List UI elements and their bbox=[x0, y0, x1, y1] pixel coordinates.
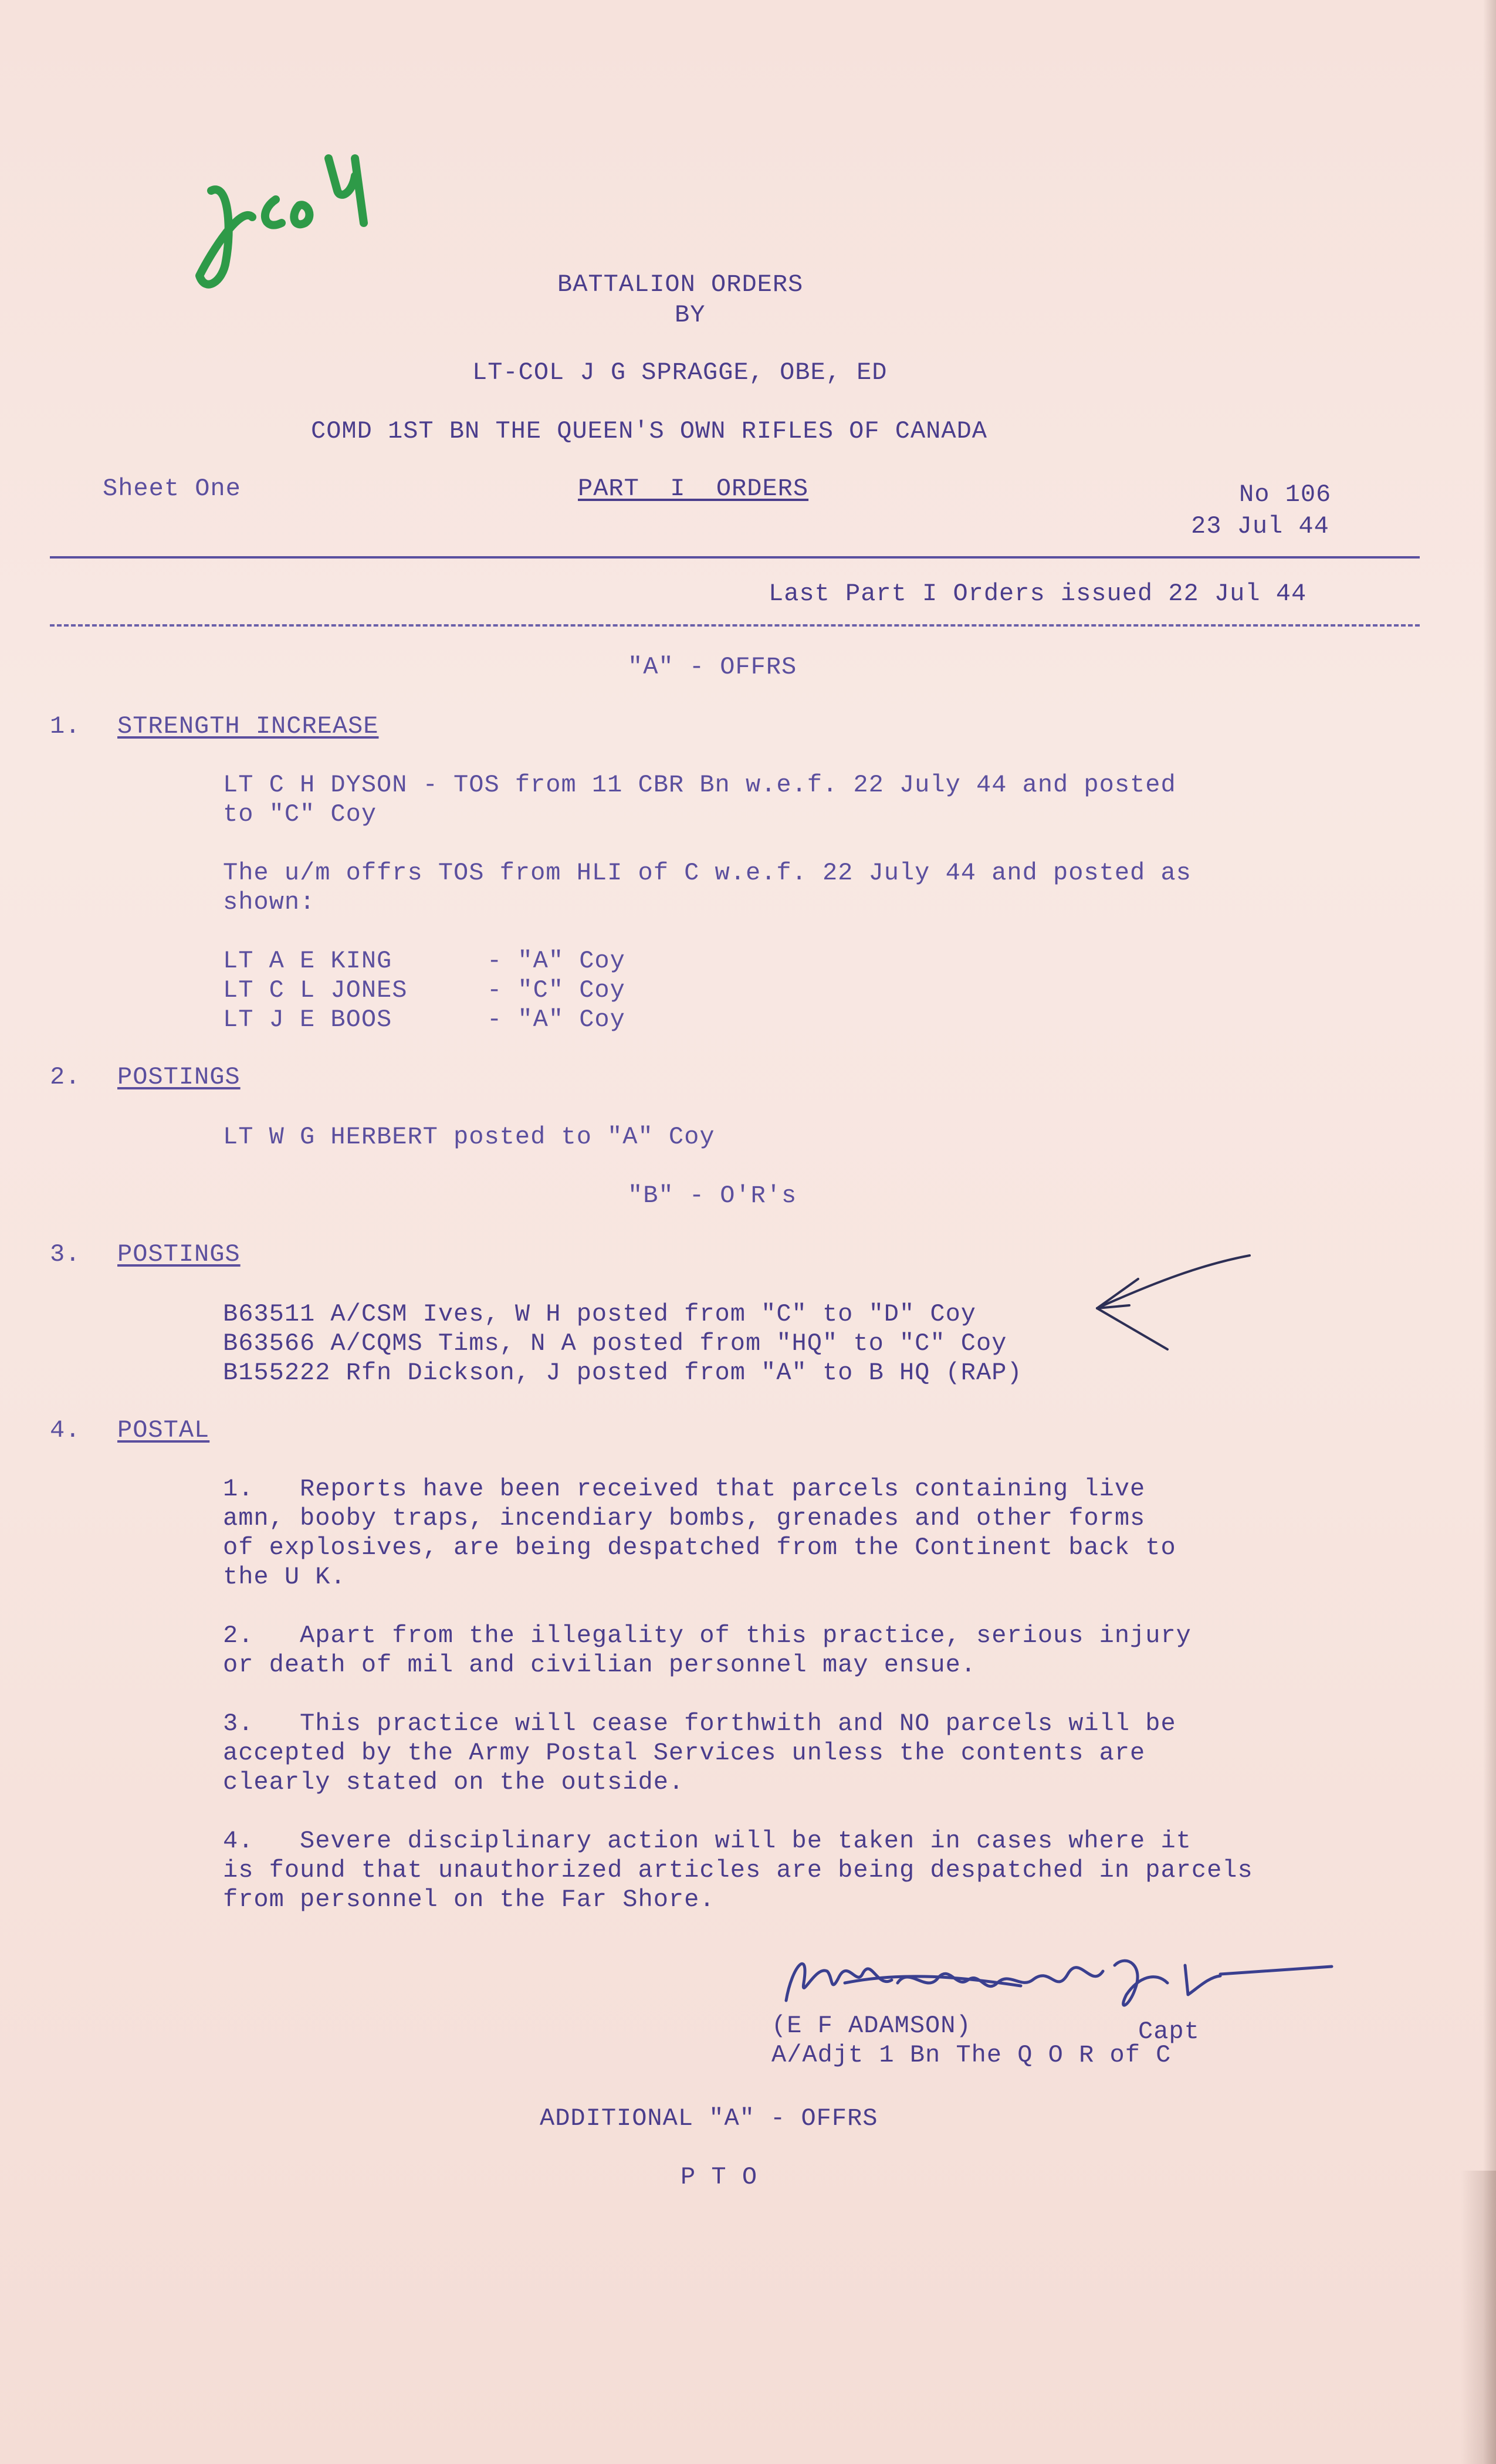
page-edge-wear bbox=[1461, 2171, 1496, 2464]
last-issued: Last Part I Orders issued 22 Jul 44 bbox=[769, 580, 1307, 608]
additional-heading: ADDITIONAL "A" - OFFRS bbox=[540, 2104, 878, 2133]
item-number: 1. bbox=[50, 712, 81, 740]
order-date: 23 Jul 44 bbox=[1191, 512, 1329, 540]
postal-para-line: is found that unauthorized articles are being despatched in parcels bbox=[223, 1856, 1253, 1884]
commander-line: LT-COL J G SPRAGGE, OBE, ED bbox=[472, 358, 888, 387]
item-text-line: LT W G HERBERT posted to "A" Coy bbox=[223, 1123, 715, 1151]
signatory-rank: Capt bbox=[1138, 2018, 1200, 2046]
item-number: 4. bbox=[50, 1416, 81, 1444]
header-rule bbox=[50, 556, 1420, 559]
item-title: STRENGTH INCREASE bbox=[117, 712, 379, 740]
item-title: POSTINGS bbox=[117, 1240, 241, 1268]
page-edge-shadow bbox=[1483, 0, 1496, 2464]
postal-para-line: of explosives, are being despatched from the Continent back to bbox=[223, 1534, 1176, 1562]
officer-name: LT C L JONES bbox=[223, 976, 408, 1004]
postal-para-line: amn, booby traps, incendiary bombs, grenades and other forms bbox=[223, 1504, 1146, 1532]
header-rule-2 bbox=[50, 624, 1420, 627]
postal-para-line: 3. This practice will cease forthwith and NO parcels will be bbox=[223, 1710, 1176, 1738]
item-title: POSTAL bbox=[117, 1416, 210, 1444]
handwritten-arrow-icon bbox=[1085, 1250, 1261, 1355]
item-text-line: shown: bbox=[223, 888, 316, 916]
signatory-role: A/Adjt 1 Bn The Q O R of C bbox=[771, 2041, 1172, 2069]
part-label: PART I ORDERS bbox=[578, 475, 809, 503]
section-heading-b: "B" - O'R's bbox=[628, 1182, 797, 1210]
posting-line: B63566 A/CQMS Tims, N A posted from "HQ" to "C" Coy bbox=[223, 1329, 1007, 1358]
postal-para-line: 1. Reports have been received that parcels containing live bbox=[223, 1475, 1146, 1503]
postal-para-line: accepted by the Army Postal Services unless the contents are bbox=[223, 1739, 1146, 1767]
posting-line: B63511 A/CSM Ives, W H posted from "C" to "D" Coy bbox=[223, 1300, 977, 1328]
order-by: BY bbox=[675, 301, 706, 329]
officer-name: LT J E BOOS bbox=[223, 1006, 392, 1034]
posting-line: B155222 Rfn Dickson, J posted from "A" to B HQ (RAP) bbox=[223, 1359, 1023, 1387]
officer-name: LT A E KING bbox=[223, 947, 392, 975]
sheet-label: Sheet One bbox=[103, 475, 241, 503]
officer-coy: - "A" Coy bbox=[487, 947, 625, 975]
signatory-name: (E F ADAMSON) bbox=[771, 2012, 972, 2040]
item-number: 2. bbox=[50, 1063, 81, 1091]
officer-coy: - "C" Coy bbox=[487, 976, 625, 1004]
postal-para-line: clearly stated on the outside. bbox=[223, 1768, 685, 1796]
item-text-line: The u/m offrs TOS from HLI of C w.e.f. 22 July 44 and posted as bbox=[223, 859, 1192, 887]
handwritten-note bbox=[188, 135, 458, 323]
postal-para-line: 4. Severe disciplinary action will be taken in cases where it bbox=[223, 1827, 1192, 1855]
command-line: COMD 1ST BN THE QUEEN'S OWN RIFLES OF CANADA bbox=[311, 417, 987, 445]
item-number: 3. bbox=[50, 1240, 81, 1268]
postal-para-line: 2. Apart from the illegality of this practice, serious injury bbox=[223, 1622, 1192, 1650]
pto-label: P T O bbox=[681, 2163, 758, 2191]
item-text-line: to "C" Coy bbox=[223, 800, 377, 828]
section-heading-a: "A" - OFFRS bbox=[628, 653, 797, 681]
item-text-line: LT C H DYSON - TOS from 11 CBR Bn w.e.f. 22 July 44 and posted bbox=[223, 771, 1176, 799]
item-title: POSTINGS bbox=[117, 1063, 241, 1091]
postal-para-line: or death of mil and civilian personnel may ensue. bbox=[223, 1651, 977, 1679]
postal-para-line: from personnel on the Far Shore. bbox=[223, 1886, 715, 1914]
order-title: BATTALION ORDERS bbox=[557, 270, 804, 299]
postal-para-line: the U K. bbox=[223, 1563, 346, 1591]
officer-coy: - "A" Coy bbox=[487, 1006, 625, 1034]
order-number: No 106 bbox=[1239, 480, 1332, 509]
